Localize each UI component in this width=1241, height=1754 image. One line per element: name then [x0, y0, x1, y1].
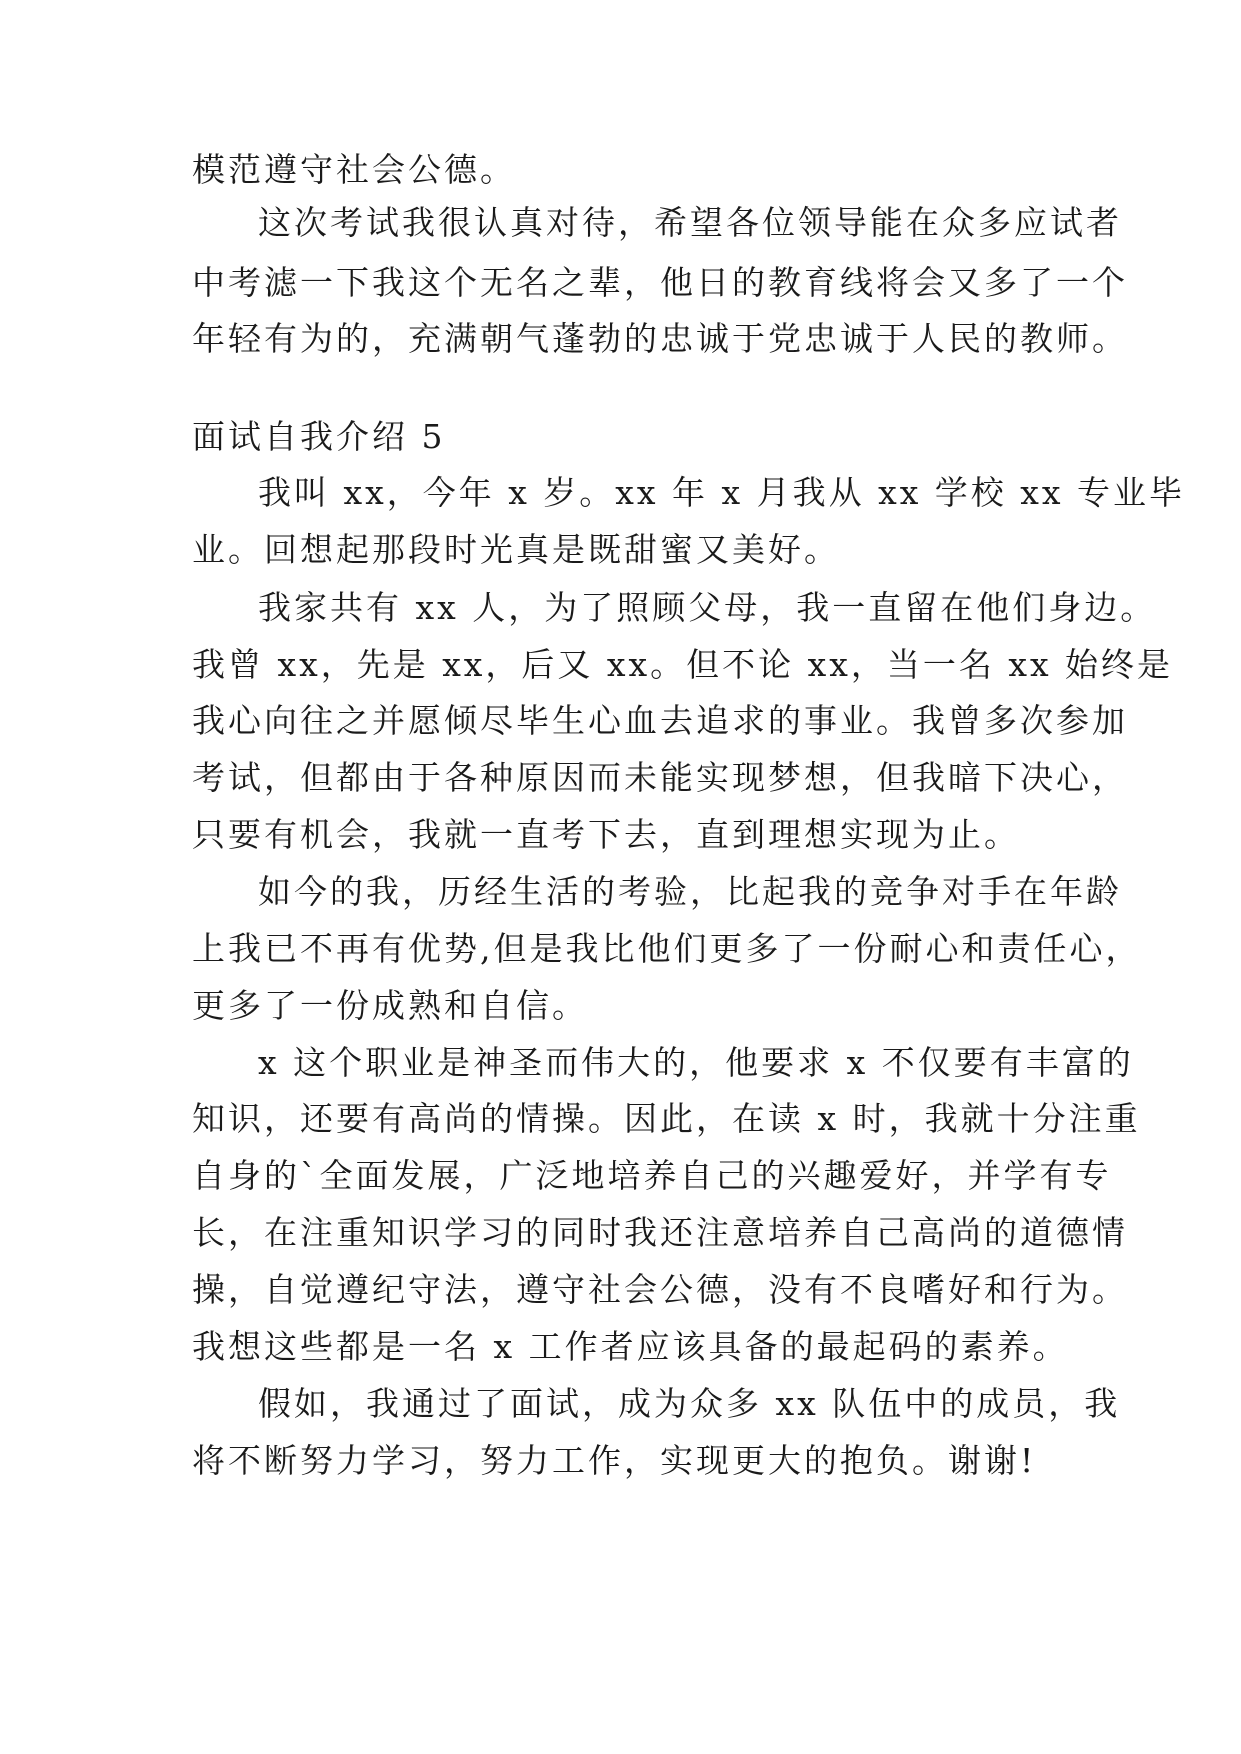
- paragraph-line: 年轻有为的，充满朝气蓬勃的忠诚于党忠诚于人民的教师。: [192, 319, 1128, 358]
- paragraph-line: 只要有机会，我就一直考下去，直到理想实现为止。: [192, 815, 1020, 854]
- paragraph-line: x 这个职业是神圣而伟大的，他要求 x 不仅要有丰富的: [258, 1043, 1134, 1082]
- section-heading: 面试自我介绍 5: [192, 417, 446, 456]
- paragraph-line: 我想这些都是一名 x 工作者应该具备的最起码的素养。: [192, 1327, 1069, 1366]
- paragraph-line: 这次考试我很认真对待，希望各位领导能在众多应试者: [258, 203, 1122, 242]
- paragraph-line: 知识，还要有高尚的情操。因此，在读 x 时，我就十分注重: [192, 1099, 1141, 1138]
- paragraph-line: 我曾 xx，先是 xx，后又 xx。但不论 xx，当一名 xx 始终是: [192, 645, 1174, 684]
- paragraph-line: 中考滤一下我这个无名之辈，他日的教育线将会又多了一个: [192, 263, 1128, 302]
- paragraph-line: 将不断努力学习，努力工作，实现更大的抱负。谢谢!: [192, 1441, 1037, 1480]
- paragraph-line: 如今的我，历经生活的考验，比起我的竞争对手在年龄: [258, 872, 1122, 911]
- paragraph-line: 我家共有 xx 人，为了照顾父母，我一直留在他们身边。: [258, 588, 1157, 627]
- paragraph-line: 自身的`全面发展，广泛地培养自己的兴趣爱好，并学有专: [192, 1156, 1112, 1195]
- paragraph-line: 模范遵守社会公德。: [192, 150, 516, 189]
- paragraph-line: 操，自觉遵纪守法，遵守社会公德，没有不良嗜好和行为。: [192, 1270, 1128, 1309]
- paragraph-line: 我心向往之并愿倾尽毕生心血去追求的事业。我曾多次参加: [192, 701, 1128, 740]
- paragraph-line: 长，在注重知识学习的同时我还注意培养自己高尚的道德情: [192, 1213, 1128, 1252]
- paragraph-line: 假如，我通过了面试，成为众多 xx 队伍中的成员，我: [258, 1384, 1121, 1423]
- paragraph-line: 上我已不再有优势,但是我比他们更多了一份耐心和责任心，: [192, 929, 1142, 968]
- paragraph-line: 业。回想起那段时光真是既甜蜜又美好。: [192, 530, 840, 569]
- paragraph-line: 更多了一份成熟和自信。: [192, 986, 588, 1025]
- paragraph-line: 我叫 xx，今年 x 岁。xx 年 x 月我从 xx 学校 xx 专业毕: [258, 473, 1186, 512]
- paragraph-line: 考试，但都由于各种原因而未能实现梦想，但我暗下决心，: [192, 758, 1128, 797]
